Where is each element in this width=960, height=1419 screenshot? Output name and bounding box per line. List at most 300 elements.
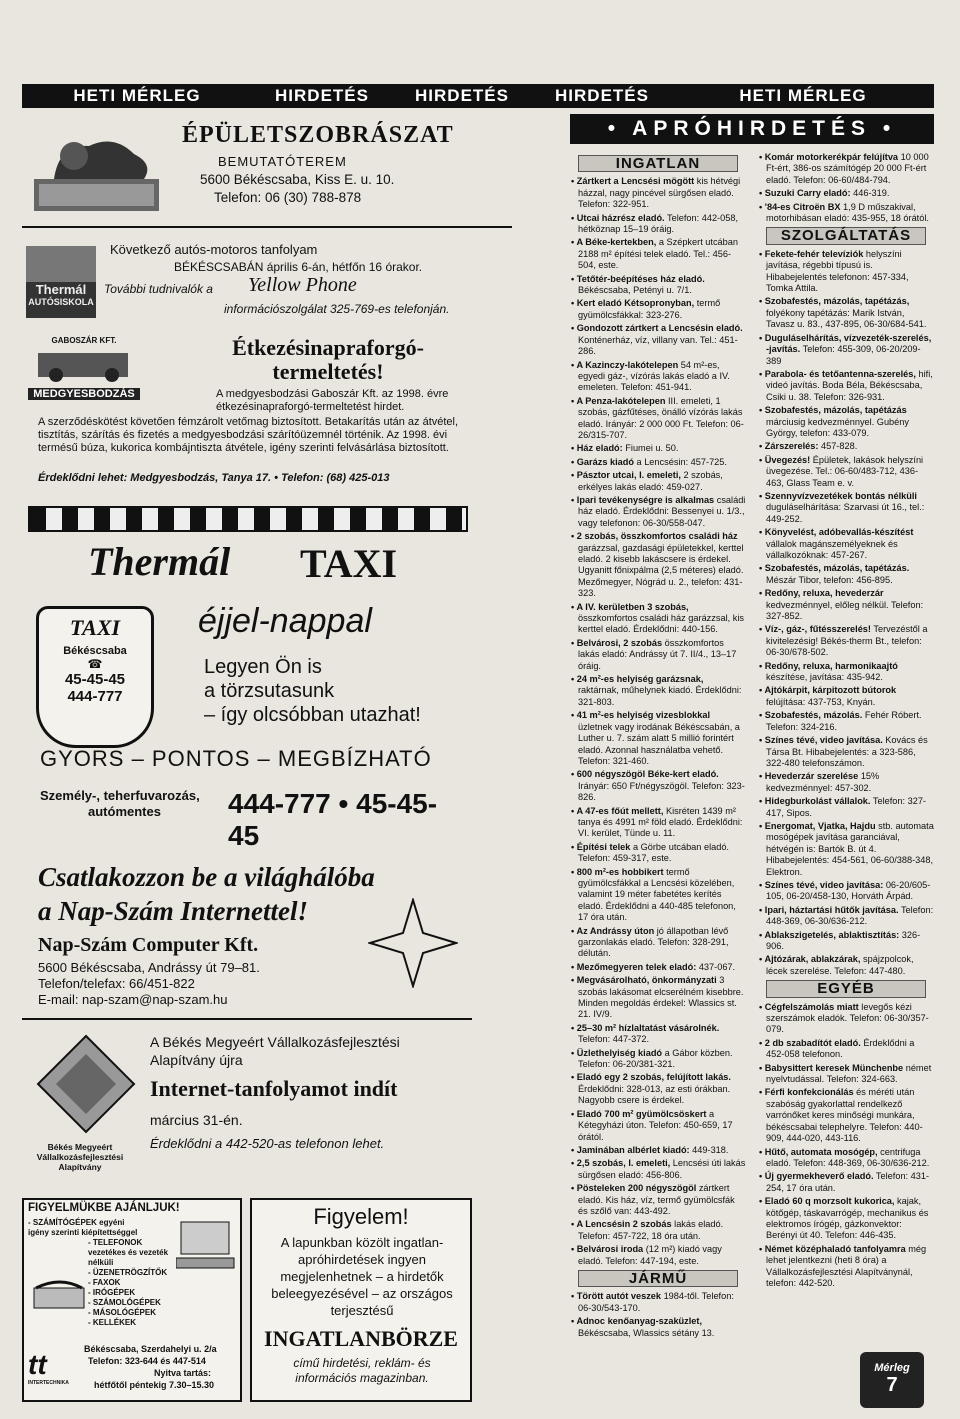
ad-body: márciusig kedvezménnyel. Gubény György, telefon: 433-079. — [766, 416, 909, 438]
ad-body: 54 m²-es, egyedi gáz-, vízórás lakás eladó a IV. emeleten. Telefon: 451-941. — [578, 359, 730, 393]
section-header: SZOLGÁLTATÁS — [766, 227, 926, 244]
ad-body: helyszíni javítása, régebbi típusú is. Hibabejelentés telefonon: 457-334, Tomka Attila. — [766, 248, 909, 294]
classified-ad — [570, 323, 746, 357]
ad-lead: Hűtő, automata mosógép, — [764, 1146, 878, 1157]
napszam-email: E-mail: nap-szam@nap-szam.hu — [38, 992, 228, 1007]
gaboszar-logo — [28, 336, 140, 400]
ad-body: levegős kézi szerszámok eladók. Telefon: 06-30/357-079. — [766, 1001, 929, 1035]
ad-body: spájzpolcok, lécek szerelése. Telefon: 447-480. — [766, 954, 914, 976]
classified-ad — [570, 443, 746, 454]
ad-body: 3 szobás lakásomat elcserélném kisebbre. Minden megoldás érdekel: Wlassics st. 21. IV/9. — [578, 975, 744, 1020]
ad-body: garázzsal, gazdasági épületekkel, kerttel eladó. 2 kisebb lakáscsere is érdekel. Ugyanitt főnixpálma (2,5 méteres) eladó. Mezőmegyer, Nógrád u. 2., telefon: 431-323. — [578, 542, 744, 599]
merleg-logo-text: Mérleg — [874, 1362, 910, 1374]
header-hirdetes-2: HIRDETÉS — [415, 86, 509, 105]
aprohirdetes-area — [570, 114, 934, 1402]
product-item: vezetékes és vezeték nélküli — [88, 1248, 169, 1267]
ad-body: 446-319. — [850, 188, 890, 199]
checker-strip — [28, 506, 468, 532]
ad-body: kedvezménnyel, előleg nélkül. Telefon: 327-852. — [766, 599, 924, 622]
taxi-motto: GYORS – PONTOS – MEGBÍZHATÓ — [40, 746, 432, 771]
ad-body: III. emeleti, 1 szobás, gázfűtéses, önálló vízórás lakás eladó. Irányár: 2 000 000 Ft. Telefon: 06-26/315-707. — [578, 395, 744, 440]
ad-body: készítése, javítása: 435-942. — [766, 672, 883, 683]
classified-ad — [570, 1183, 746, 1217]
ad-body: 15% kedvezménnyel: 457-302. — [766, 771, 880, 793]
ad-lead: Eladó egy 2 szobás, felújított lakás. — [576, 1072, 731, 1083]
classified-ad — [758, 685, 934, 708]
classified-ad — [758, 930, 934, 953]
figyelmukbe-tel: Telefon: 323-644 és 447-514 — [88, 1356, 206, 1366]
classified-ad — [570, 638, 746, 672]
figyelmukbe-open2: hétfőtől péntekig 7.30–15.30 — [94, 1380, 215, 1390]
figyelem-ad — [250, 1198, 472, 1402]
ad-lead: Kert eladó Kétsopronyban, — [576, 298, 695, 309]
ad-body: 449-318. — [689, 1144, 729, 1155]
ad-lead: A Béke-kertekben, — [576, 237, 657, 248]
ad-body: zártkert eladó. Kis ház, víz, termő gyümölcsfák és szőlő van: 443-492. — [578, 1183, 735, 1216]
classified-ad — [570, 237, 746, 271]
classified-ad — [758, 821, 934, 878]
classified-ad — [758, 710, 934, 733]
ad-lead: 2,5 szobás, I. emeleti, — [576, 1158, 671, 1169]
classified-ad — [570, 457, 746, 468]
ad-lead: Szobafestés, mázolás. — [764, 710, 863, 721]
ad-body: Békéscsaba, Wlassics sétány 13. — [578, 1327, 715, 1338]
product-item: - MÁSOLÓGÉPEK — [88, 1308, 157, 1317]
ad-lead: Eladó 60 q morzsolt kukorica, — [764, 1196, 895, 1207]
ad-lead: Gondozott zártkert a Lencsésin eladó. — [576, 323, 743, 334]
ad-body: a Kétegyházi úton. Telefon: 450-659, 17 órától. — [578, 1108, 733, 1142]
ad-lead: Parabola- és tetőantenna-szerelés, — [764, 368, 916, 379]
ad-lead: Szobafestés, mázolás, tapétázás. — [764, 563, 910, 574]
ad-lead: A Lencsésin 2 szobás — [576, 1219, 672, 1230]
ad-body: a Görbe utcában eladó. Telefon: 459-317, este. — [578, 841, 729, 864]
ad-body: 10 000 Ft-ért, 386-os számítógép 20 000 Ft-ért eladó. Telefon: 06-60/484-794. — [766, 152, 929, 185]
thermal-school-logo — [26, 246, 96, 318]
ad-body: 06-20/605-105, 06-20/458-130, Horváth Árpád. — [766, 879, 931, 902]
logo-autosiskola-text: AUTÓSISKOLA — [28, 297, 94, 307]
classified-ad — [758, 880, 934, 903]
classified-ad — [758, 735, 934, 769]
ad-body: összkomfortos lakás eladó: Andrássy út 7. II/4., 13–17 óráig. — [578, 637, 737, 671]
page-number: 7 — [886, 1374, 898, 1396]
classified-ad — [758, 1038, 934, 1061]
ad-body: Fiumei u. 50. — [622, 443, 679, 454]
ad-lead: Üvegezés! — [764, 454, 811, 465]
ad-lead: Könyvelést, adóbevallás-készítést — [764, 527, 914, 538]
school-line4: információszolgálat 325-769-es telefonján. — [224, 302, 450, 316]
classified-ad — [570, 1291, 746, 1314]
ad-lead: Tetőtér-beépítéses ház eladó. — [576, 273, 705, 284]
taxi-sign — [36, 606, 154, 748]
ad-body: Telefon: 448-369, 06-30/636-212. — [766, 904, 934, 927]
gabona-p3: Érdeklődni lehet: Medgyesbodzás, Tanya 17. • Telefon: (68) 425-013 — [38, 472, 390, 484]
ad-lead: Hidegburkolást vállalok. — [764, 796, 871, 807]
merleg-logo — [860, 1352, 924, 1408]
telephone-icon — [30, 1276, 90, 1312]
epuletszobraszat-ad — [22, 114, 462, 224]
taxi-sign-num2: 444-777 — [67, 688, 123, 705]
ad-body: centrifuga eladó. Telefon: 448-369, 06-30/636-212. — [766, 1146, 930, 1168]
taxi-l1: Legyen Ön is — [204, 656, 322, 678]
product-item: - IRÓGÉPEK — [88, 1288, 136, 1297]
ad-lead: 2 szobás, összkomfortos családi ház — [576, 531, 738, 542]
ad-body: Irányár: 650 Ft/négyszögöl. Telefon: 323-826. — [578, 780, 745, 803]
phone-icon: ☎ — [87, 657, 103, 671]
gabona-title: Étkezésinapraforgó-termeltetés! — [232, 335, 424, 384]
taxi-sign-num1: 45-45-45 — [64, 671, 126, 688]
ad-body: és méréti után szabóság gyakorlattal rendelkező varrónőket keres minőségi munkára, békéscsabai telephelyre. Telefon: 440-909, 444-020, 443-116. — [766, 1087, 923, 1144]
taxi-title-script: Thermál — [88, 539, 231, 584]
school-line1: Következő autós-motoros tanfolyam — [110, 242, 318, 257]
figyelem-text: A lapunkban közölt ingatlan-apróhirdetések ingyen megjelenhetnek – a hirdetők beleegyezésével – az országos terjesztésű — [271, 1235, 453, 1318]
classified-ad — [570, 176, 746, 210]
ad-lead: Építési telek — [576, 841, 631, 852]
ad-body: a Szépkert utcában 2188 m² építési telek eladó. Tel.: 456-504, este. — [578, 237, 738, 271]
ad-body: Mészár Tibor, telefon: 456-895. — [766, 574, 893, 585]
classified-ad — [570, 806, 746, 840]
ad-lead: Suzuki Carry eladó: — [764, 188, 851, 199]
classified-ad — [758, 296, 934, 330]
ad-body: lakás eladó. Telefon: 457-722, 18 óra után. — [578, 1219, 724, 1241]
ad-lead: Az Andrássy úton — [576, 925, 655, 936]
ad-body: Érdeklődni a 452-058 telefonon. — [766, 1037, 915, 1060]
ad-body: hifi, videó javítás. Boda Béla, Békéscsaba, Csiki u. 38. Telefon: 326-931. — [766, 368, 933, 402]
gabona-p2: A szerződéskötést követően fémzárolt vetőmag biztosított. Betakarítás után az átvétel, tisztítás, szárítás és fizetés a medgyesbodzási szárítóüzemnél történik. Az 1998. évi termésű búza, kukorica kombájntiszta átvétele, igény szerinti felvásárlása biztosított. — [38, 416, 459, 454]
ad-lead: Belvárosi, 2 szobás — [576, 637, 663, 648]
napszam-address: 5600 Békéscsaba, Andrássy út 79–81. — [38, 960, 260, 975]
classified-ad — [758, 152, 934, 186]
classified-ad — [570, 1109, 746, 1143]
napszam-h2: a Nap-Szám Internettel! — [38, 896, 309, 926]
ad-body: kajak, kötőgép, táskavarrógép, mechanikus és elektromos írógép, gázkonvektor: Berényi út 40. Telefon: 446-435. — [766, 1196, 929, 1241]
ad-lead: 2 db szabadítót eladó. — [764, 1037, 861, 1048]
ad-lead: 41 m²-es helyiség vizesblokkal — [576, 710, 711, 721]
ad-lead: Ipari tevékenységre is alkalmas — [576, 494, 715, 505]
ad-body: Kisréten 1439 m² tanya és 4991 m² föld eladó. Érdeklődni: VI. kerület, Tünde u. 11. — [578, 805, 743, 839]
ad-lead: Utcai házrész eladó. — [576, 212, 665, 223]
ad-body: 326-906. — [766, 929, 921, 951]
ad-body: Kovács és Társa Bt. Hibabejelentés: a 323-586, 322-480 telefonszámon. — [766, 735, 928, 768]
header-heti-merleg-left: HETI MÉRLEG — [73, 86, 201, 105]
alap-logo-text: Békés Megyeért Vállalkozásfejlesztési Alapítvány — [36, 1142, 124, 1172]
intertechnika-logo: tt INTERTECHNIKA — [28, 1350, 82, 1396]
ad-body: termő gyümölcsfákkal: 323-276. — [578, 298, 721, 320]
classified-ad — [570, 1316, 746, 1339]
classified-ad — [570, 674, 746, 708]
ad-lead: Törött autót veszek — [576, 1291, 662, 1302]
classified-ad — [758, 954, 934, 977]
ad-lead: Férfi konfekcionálás — [764, 1087, 854, 1098]
ad-body: raktárnak, műhelynek kiadó. Érdeklődni: 321-803. — [578, 685, 742, 707]
ad-body: (12 m²) kiadó vagy eladó. Telefon: 447-194, este. — [578, 1244, 722, 1266]
classified-ad — [570, 867, 746, 924]
classified-ad — [570, 926, 746, 960]
thermal-autosiskola-ad — [22, 226, 512, 322]
product-item: - FAXOK — [88, 1278, 121, 1287]
ad-lead: A 47-es főút mellett, — [576, 805, 664, 816]
aprohirdetes-header: • APRÓHIRDETÉS • — [570, 114, 934, 144]
classified-ad — [758, 588, 934, 622]
classified-ad — [758, 1244, 934, 1290]
classified-ad — [758, 1147, 934, 1170]
classified-ad — [570, 1244, 746, 1267]
classified-ad — [758, 624, 934, 658]
ad-lead: Energomat, Vjatka, Hajdu — [764, 820, 876, 831]
ad-body: összkomfortos családi ház garázzsal, kis kerttel eladó. Érdeklődni: 440-156. — [578, 613, 744, 635]
figyelem-title: Figyelem! — [313, 1204, 409, 1229]
product-item: igény szerinti kiépítettséggel — [28, 1228, 138, 1237]
ad-lead: A Penza-lakótelepen — [576, 395, 666, 406]
ad-lead: Pösteleken 200 négyszögöl — [576, 1183, 697, 1194]
figyelmukbe-ad — [22, 1198, 242, 1402]
alap-l2: Alapítvány újra — [150, 1052, 243, 1068]
gaboszar-ad — [22, 330, 470, 490]
ad-body: duguláselhárítása: Szarvasi út 16., tel.: 449-252. — [766, 502, 925, 524]
intertechnika-logo-text: INTERTECHNIKA — [28, 1380, 69, 1386]
ad-lead: Új gyermekheverő eladó. — [764, 1171, 874, 1182]
ad-lead: Redőny, reluxa, hevederzár — [764, 588, 884, 599]
product-item: - SZÁMÍTÓGÉPEK egyéni — [28, 1218, 125, 1227]
product-item: - SZÁMOLÓGÉPEK — [88, 1298, 161, 1307]
alap-l5: Érdeklődni a 442-520-as telefonon lehet. — [150, 1136, 385, 1151]
column-2 — [758, 152, 934, 1402]
school-line3: További tudnivalók a — [104, 282, 213, 296]
classified-ad — [758, 661, 934, 684]
classified-ad — [758, 527, 934, 561]
classified-ad — [758, 455, 934, 489]
header-heti-merleg-right: HETI MÉRLEG — [739, 86, 867, 105]
classified-ad — [758, 563, 934, 586]
classified-ad — [570, 1072, 746, 1106]
classified-ad — [758, 1087, 934, 1144]
ad-lead: Ipari, háztartási hűtők javítása. — [764, 904, 899, 915]
napszam-company: Nap-Szám Computer Kft. — [38, 934, 259, 956]
ad-lead: Hevederzár szerelése — [764, 771, 859, 782]
gaboszar-logo-bottom: MEDGYESBODZÁS — [28, 388, 140, 400]
ad-lead: Belvárosi iroda — [576, 1244, 644, 1255]
classified-ad — [570, 396, 746, 442]
ad-lead: Színes tévé, video javítása. — [764, 735, 883, 746]
classified-ad — [570, 1219, 746, 1242]
taxi-sign-text: TAXI — [69, 615, 121, 640]
ad-body: folyékony tapétázás: Marik István, Tavasz u. 83., 437-895, 06-30/684-541. — [766, 307, 927, 330]
napszam-h1: Csatlakozzon be a világhálóba — [38, 862, 375, 892]
taxi-title: TAXI — [300, 541, 398, 586]
yellow-phone-script: Yellow Phone — [248, 274, 357, 296]
taxi-left1: Személy-, teherfuvarozás, — [40, 788, 200, 803]
ad-body: felújítása: 437-753, Knyán. — [766, 696, 876, 707]
ad-lead: '84-es Citroën BX — [764, 201, 841, 212]
lion-statue-icon — [34, 124, 164, 216]
globe-star-icon — [368, 898, 458, 988]
classified-ad — [570, 602, 746, 636]
ad-lead: Színes tévé, video javítása: — [764, 879, 884, 890]
classified-ad — [570, 1048, 746, 1071]
product-item: - KELLÉKEK — [88, 1318, 136, 1327]
gaboszar-logo-top: GABOSZÁR KFT. — [51, 336, 117, 345]
ad-lead: Adnoc kenőanyag-szaküzlet, — [576, 1316, 703, 1327]
ad-lead: Szobafestés, mázolás, tapétázás — [764, 405, 907, 416]
ad-lead: 24 m²-es helyiség garázsnak, — [576, 674, 704, 685]
classified-ad — [758, 188, 934, 199]
classified-ad — [758, 1171, 934, 1194]
ad-body: Békéscsaba, Petényi u. 7/1. — [578, 285, 692, 296]
ad-body: a Lencsésin: 457-725. — [633, 456, 727, 467]
header-bar — [22, 84, 934, 108]
epulet-sub: BEMUTATÓTEREM — [218, 154, 347, 169]
classified-ad — [570, 1158, 746, 1181]
ad-lead: 600 négyszögöl Béke-kert eladó. — [576, 769, 719, 780]
classified-ad — [758, 249, 934, 295]
tractor-icon — [28, 345, 140, 383]
classified-ad — [758, 1196, 934, 1242]
classified-ad — [758, 491, 934, 525]
alapitvany-ad — [22, 1018, 472, 1188]
classified-ad — [570, 1145, 746, 1156]
ad-body: Lencsési úti lakás sürgősen eladó: 456-806. — [578, 1158, 746, 1180]
napszam-ad — [28, 858, 468, 1008]
ad-lead: Víz-, gáz-, fűtésszerelés! — [764, 624, 871, 635]
classified-ad — [570, 274, 746, 297]
ad-body: Telefon: 442-058, hétköznap 15–19 óráig. — [578, 212, 738, 235]
figyelmukbe-address: Békéscsaba, Szerdahelyi u. 2/a — [84, 1344, 217, 1354]
figyelem-tail: című hirdetési, reklám- és információs magazinban. — [293, 1356, 431, 1385]
classified-ad — [570, 531, 746, 599]
ad-lead: A IV. kerületben 3 szobás, — [576, 601, 689, 612]
classified-ad — [758, 405, 934, 439]
classified-ad — [570, 298, 746, 321]
ad-body: Konténerház, víz, villany van. Tel.: 451-286. — [578, 334, 738, 357]
alap-l3: Internet-tanfolyamot indít — [150, 1076, 398, 1101]
product-item: - TELEFONOK — [88, 1238, 143, 1247]
ad-lead: Megvásárolható, önkormányzati — [576, 975, 717, 986]
classified-ad — [758, 333, 934, 367]
ad-lead: Ablakszigetelés, ablaktisztítás: — [764, 929, 900, 940]
classified-ad — [758, 369, 934, 403]
classified-ad — [570, 842, 746, 865]
ad-lead: Ajtókárpit, kárpitozott bútorok — [764, 685, 897, 696]
classified-ad — [758, 202, 934, 225]
school-line2: BÉKÉSCSABÁN április 6-án, hétfőn 16 órakor. — [174, 260, 423, 274]
left-ads-area — [22, 114, 562, 1402]
ad-lead: Duguláselhárítás, vízvezeték-szerelés, -javítás. — [764, 332, 932, 355]
ad-lead: Jaminában albérlet kiadó: — [576, 1144, 690, 1155]
ad-lead: Ajtózárak, ablakzárak, — [764, 954, 861, 965]
ad-body: 1,9 D műszakival, motorhibásan eladó: 435-955, 18 órától. — [766, 201, 929, 224]
ingatlanborze-title: INGATLANBÖRZE — [264, 1326, 458, 1351]
diamond-logo-icon — [36, 1034, 136, 1134]
header-hirdetes-3: HIRDETÉS — [555, 86, 649, 105]
figyelmukbe-title: FIGYELMÜKBE AJÁNLJUK! — [28, 1202, 180, 1214]
logo-thermal-text: Thermál — [35, 282, 87, 297]
classified-ad — [758, 1063, 934, 1086]
ad-body: Telefon: 447-372. — [578, 1034, 649, 1045]
ad-lead: Mezőmegyeren telek eladó: — [576, 961, 697, 972]
classified-ad — [570, 962, 746, 973]
ad-body: Telefon: 455-309, 06-20/209-389 — [766, 344, 921, 366]
ad-body: családi ház eladó. Érdeklődni: Bessenyei u. 1/3., vagy telefonon: 06-30/558-047. — [578, 494, 746, 528]
ad-lead: A Kazinczy-lakótelepen — [576, 359, 679, 370]
classified-ad — [758, 1002, 934, 1036]
classified-ad — [570, 1023, 746, 1046]
taxi-l2: a törzsutasunk — [204, 680, 335, 702]
taxi-sign-city: Békéscsaba — [63, 645, 127, 657]
ad-lead: 25–30 m² hízlaltatást vásárolnék. — [576, 1022, 720, 1033]
ad-body: Épületek, lakások helyszíni üvegezése. Tel.: 06-60/483-712, 436-463, Glass Team e. v. — [766, 454, 924, 488]
ad-lead: Szobafestés, mázolás, tapétázás, — [764, 296, 910, 307]
ad-body: a Gábor közben. Telefon: 06-20/381-321. — [578, 1047, 733, 1070]
classified-ad — [570, 470, 746, 493]
taxi-left2: autómentes — [88, 804, 161, 819]
section-header: INGATLAN — [578, 155, 738, 172]
classified-ad — [570, 213, 746, 236]
ad-body: jó állapotban lévő garzonlakás eladó. Telefon: 328-291, délután. — [578, 925, 729, 959]
classified-ad — [758, 771, 934, 794]
epulet-address: 5600 Békéscsaba, Kiss E. u. 10. — [200, 172, 395, 187]
taxi-l3: – így olcsóbban utazhat! — [204, 704, 421, 726]
classified-ad — [758, 796, 934, 819]
thermal-taxi-ad — [28, 506, 468, 850]
napszam-tel: Telefon/telefax: 66/451-822 — [38, 976, 195, 991]
ad-lead: Zárszerelés: — [764, 441, 819, 452]
section-header: EGYÉB — [766, 980, 926, 997]
product-item: - ÜZENETRÖGZÍTŐK — [88, 1268, 168, 1277]
ad-lead: Üzlethelyiség kiadó — [576, 1047, 663, 1058]
ad-lead: Cégfelszámolás miatt — [764, 1001, 859, 1012]
classified-ad — [570, 769, 746, 803]
alap-l4: március 31-én. — [150, 1112, 243, 1128]
ad-body: kis hétvégi házzal, nagy pincével sürgősen eladó. Telefon: 322-951. — [578, 176, 741, 210]
ad-body: vállalok magánszemélyeknek és vállalkozóknak: 457-267. — [766, 538, 898, 560]
computer-icon — [176, 1220, 236, 1270]
figyelmukbe-open1: Nyitva tartás: — [154, 1368, 212, 1378]
ad-body: német nyelvtudással. Telefon: 324-663. — [766, 1062, 932, 1085]
ad-body: 457-828. — [818, 441, 858, 452]
ad-body: 1984-től. Telefon: 06-30/543-170. — [578, 1291, 734, 1313]
ad-lead: 800 m²-es hobbikert — [576, 866, 664, 877]
ad-body: Fehér Róbert. Telefon: 324-216. — [766, 710, 922, 732]
ad-body: Érdeklődni: 328-013, az esti órákban. Nagyobb csere is érdekel. — [578, 1083, 731, 1106]
epulet-title: ÉPÜLETSZOBRÁSZAT — [182, 122, 454, 148]
ad-body: 437-067. — [696, 961, 736, 972]
ad-body: 2 szobás, erkélyes lakás eladó: 459-027. — [578, 470, 723, 492]
section-header: JÁRMŰ — [578, 1270, 738, 1287]
ad-body: termő gyümölcsfákkal a Lencsési közelében, valamint 19 méter fabetétes kerítés eladó. Érdeklődni a 440-485 telefonon, 17 óra után. — [578, 866, 736, 923]
ad-lead: Zártkert a Lencsési mögött — [576, 176, 695, 187]
ad-body: Telefon: 431-254, 17 óra után. — [766, 1171, 930, 1193]
classified-ad — [570, 710, 746, 767]
ad-body: Tervezéstől a kivitelezésig! Békés-therm Bt., telefon: 06-30/678-502. — [766, 624, 928, 658]
taxi-phones: 444-777 • 45-45-45 — [228, 788, 438, 851]
ad-body: Telefon: 327-417, Sipos. — [766, 796, 926, 818]
classified-ad — [570, 495, 746, 529]
gabona-p1: A medgyesbodzási Gaboszár Kft. az 1998. évre étkezésinapraforgó-termeltetést hirdet. — [216, 388, 449, 413]
classified-ad — [570, 360, 746, 394]
ad-lead: Redőny, reluxa, harmonikaajtó — [764, 660, 898, 671]
column-1 — [570, 152, 746, 1402]
ad-body: üzletnek vagy irodának Békéscsabán, a Luther u. 7. szám alatt 5 millió forintért eladó. Azonnal használatba vehető. Telefon: 321-460. — [578, 721, 740, 766]
taxi-slogan: éjjel-nappal — [198, 602, 372, 640]
alap-l1: A Békés Megyeért Vállalkozásfejlesztési — [150, 1034, 400, 1050]
ad-body: stb. automata mosógépek javítása garanciával, hétvégén is: Bartók B. út 4. Hibabejelentés: 454-561, 06-60/388-348, Elektron. — [766, 820, 934, 877]
ad-lead: Ház eladó: — [576, 443, 623, 454]
header-hirdetes-1: HIRDETÉS — [275, 86, 369, 105]
ad-lead: Eladó 700 m² gyümölcsöskert — [576, 1108, 707, 1119]
ad-lead: Garázs kiadó — [576, 456, 634, 467]
ad-lead: Német középhaladó tanfolyamra — [764, 1243, 906, 1254]
ad-lead: Fekete-fehér televíziók — [764, 248, 864, 259]
epulet-phone: Telefon: 06 (30) 788-878 — [214, 190, 362, 205]
